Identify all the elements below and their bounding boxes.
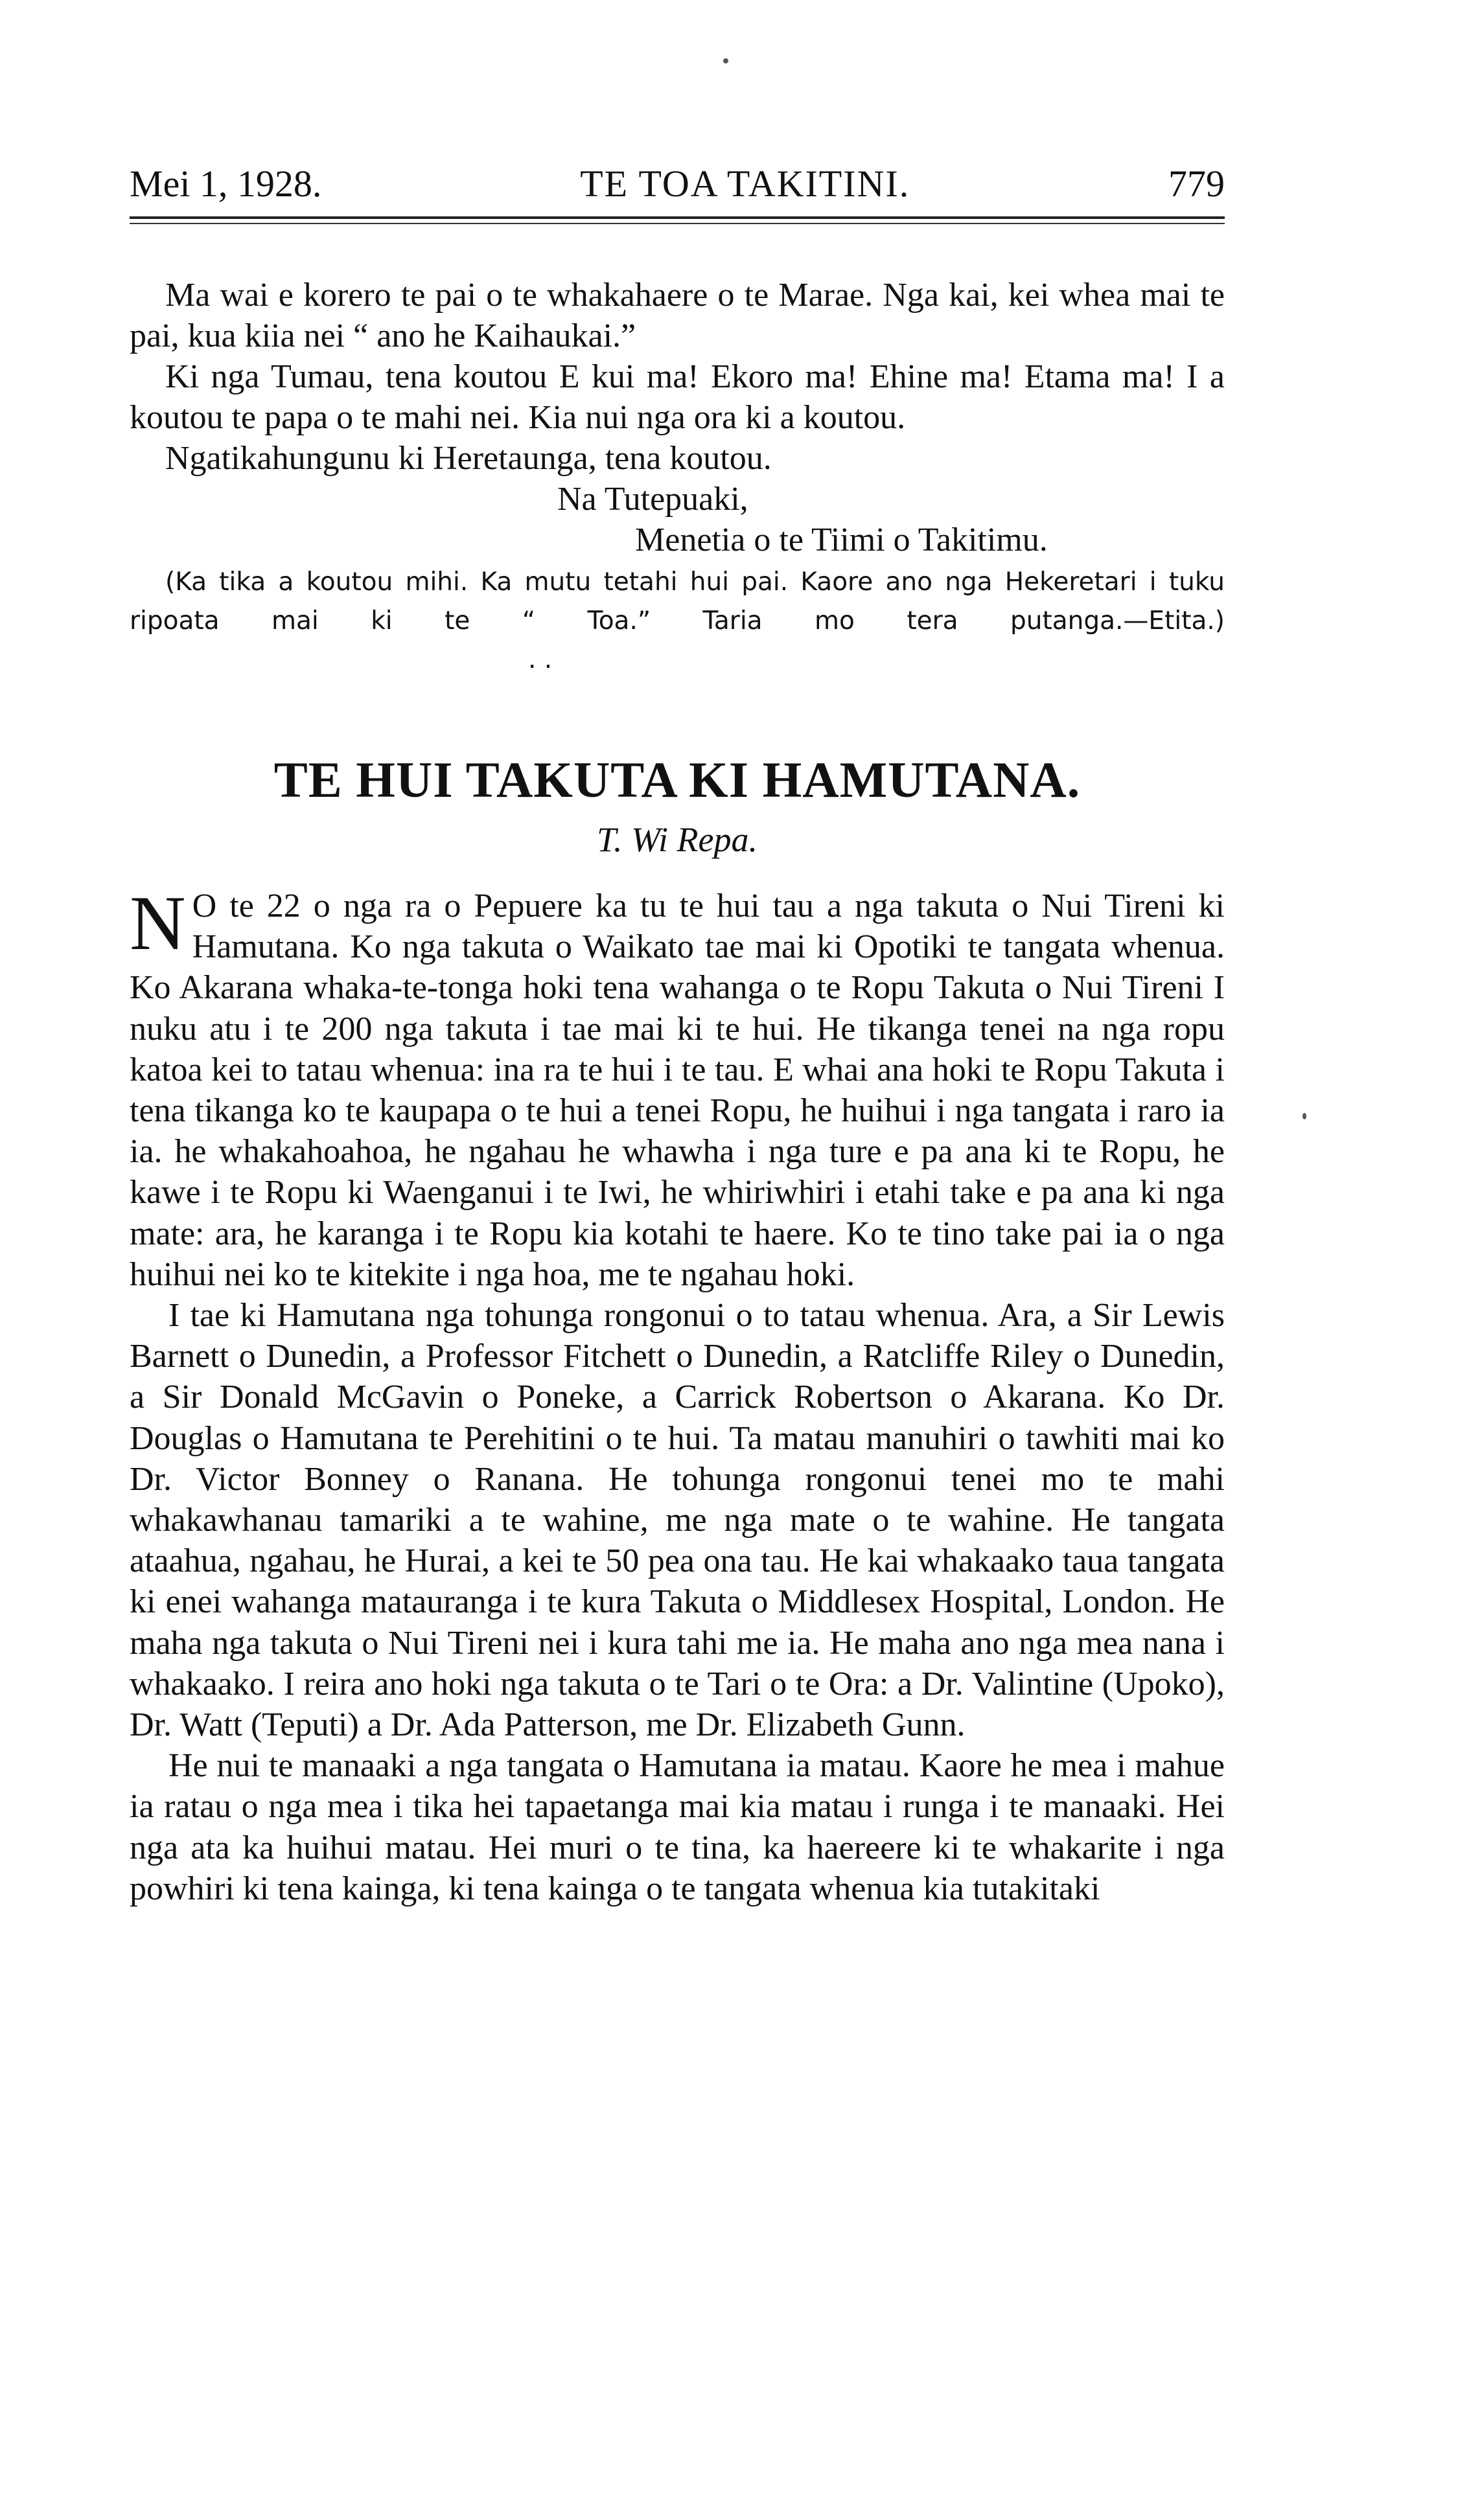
intro-section: [130, 275, 1225, 560]
intro-paragraph: Ma wai e korero te pai o te whakahaere o te Marae. Nga kai, kei whea mai te pai, kua kiia nei “ ano he Kaihaukai.”: [130, 277, 1225, 354]
drop-cap: N: [130, 880, 186, 966]
intro-paragraph: Ngatikahungunu ki Heretaunga, tena koutou.: [165, 440, 772, 477]
article-paragraph: [130, 880, 1225, 1295]
print-speck: [723, 58, 728, 63]
article-body: [130, 880, 1225, 1909]
editor-note: [130, 563, 1225, 680]
signature-name: Na Tutepuaki,: [557, 481, 748, 518]
article-title: TE HUI TAKUTA KI HAMUTANA.: [273, 751, 1081, 808]
header-rule: [130, 216, 1225, 219]
header-date: Mei 1, 1928.: [130, 163, 322, 205]
page: [130, 162, 1225, 1909]
header-title: TE TOA TAKITINI.: [580, 163, 910, 205]
page-number: 779: [1168, 163, 1225, 205]
section-dots: . .: [528, 645, 553, 674]
print-speck: [1302, 1113, 1306, 1119]
article-paragraph: He nui te manaaki a nga tangata o Hamutana ia matau. Kaore he mea i mahue ia ratau o nga mea i tika hei tapaetanga mai kia matau i runga i te manaaki. Hei nga ata ka huihui matau. Hei muri o te tina, ka haereere ki te whakarite i nga powhiri ki tena kainga, ki tena kainga o te tangata whenua kia tutakitaki: [130, 1747, 1225, 1907]
article-paragraph-text: O te 22 o nga ra o Pepuere ka tu te hui tau a nga takuta o Nui Tireni ki Hamutana. Ko nga takuta o Waikato tae mai ki Opotiki te tangata whenua. Ko Akarana whaka-te-tonga hoki tena wahanga o te Ropu Takuta o Nui Tireni I nuku atu i te 200 nga takuta i tae mai ki te hui. He tikanga tenei na nga ropu katoa kei to tatau whenua: ina ra te hui i te tau. E whai ana hoki te Ropu Takuta i tena tikanga ko te kaupapa o te hui a tenei Ropu, he huihui i nga tangata i raro ia ia. he whakahoahoa, he ngahau he whawha i nga ture e pa ana ki te Ropu, he kawe i te Ropu ki Waenganui i te Iwi, he whiriwhiri i etahi take e pa ana ki nga mate: ara, he karanga i te Ropu kia kotahi te haere. Ko te tino take pai ia o nga huihui nei ko te kitekite i nga hoa, me te ngahau hoki.: [130, 888, 1225, 1293]
article-byline: T. Wi Repa.: [597, 820, 758, 859]
header-rule-thin: [130, 223, 1225, 224]
running-header: [130, 162, 1225, 214]
intro-paragraph: Ki nga Tumau, tena koutou E kui ma! Ekoro ma! Ehine ma! Etama ma! I a koutou te papa o te mahi nei. Kia nui nga ora ki a koutou.: [130, 358, 1225, 436]
article-paragraph: I tae ki Hamutana nga tohunga rongonui o to tatau whenua. Ara, a Sir Lewis Barnett o Dunedin, a Professor Fitchett o Dunedin, a Ratcliffe Riley o Dunedin, a Sir Donald McGavin o Poneke, a Carrick Robertson o Akarana. Ko Dr. Douglas o Hamutana te Perehitini o te hui. Ta matau manuhiri o tawhiti mai ko Dr. Victor Bonney o Ranana. He tohunga rongonui tenei mo te mahi whakawhanau tamariki a te wahine, me nga mate o te wahine. He tangata ataahua, ngahau, he Hurai, a kei te 50 pea ona tau. He kai whakaako taua tangata ki enei wahanga matauranga i te kura Takuta o Middlesex Hospital, London. He maha nga takuta o Nui Tireni nei i kura tahi me ia. He maha ano nga mea nana i whakaako. I reira ano hoki nga takuta o te Tari o te Ora: a Dr. Valintine (Upoko), Dr. Watt (Teputi) a Dr. Ada Patterson, me Dr. Elizabeth Gunn.: [130, 1297, 1225, 1744]
editor-note-text: (Ka tika a koutou mihi. Ka mutu tetahi hui pai. Kaore ano nga Hekeretari i tuku ripoata mai ki te “ Toa.” Taria mo tera putanga.—Etita.): [130, 567, 1225, 636]
signature-title: Menetia o te Tiimi o Takitimu.: [635, 521, 1048, 558]
